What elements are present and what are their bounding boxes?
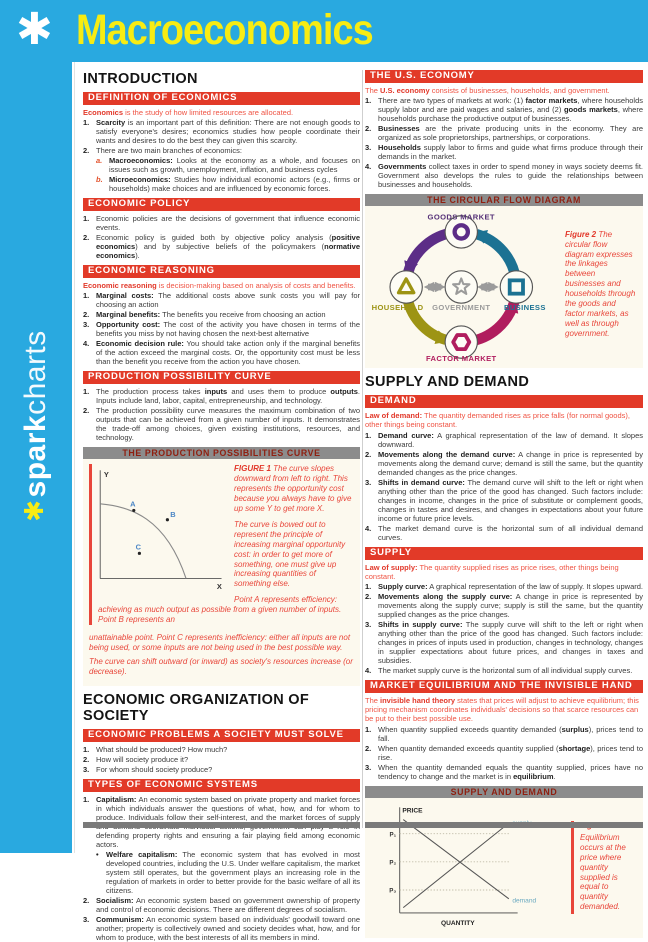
reasoning-lead: Economic reasoning is decision-making based on analysis of costs and benefits. (83, 281, 356, 291)
spark-asterisk-icon: ✱ (16, 5, 53, 54)
redbar-definition-of-economics: DEFINITION OF ECONOMICS (83, 92, 360, 105)
top-banner (0, 0, 648, 62)
list-item: 3. Households supply labor to firms and guide what firms produce through their demands in the market. (365, 143, 643, 162)
list-item: 3. Communism: An economic system based on individuals' goodwill toward one another; property is collectively owned and society decides what, how, and for whom to produce, with the best interests of all its members in mind. (83, 914, 360, 942)
ppc-x-label: X (216, 582, 222, 592)
supply-lead: Law of supply: The quantity supplied rises as price rises, other things being constant. (365, 562, 619, 581)
list-item: 3. Shifts in supply curve: The supply curve will shift to the left or right when anything other than the price of the good has changed. Such factors include: changes in prices of inputs used in production, changes in technology, changes in supplier expectations about future prices, and changes in taxes and subsidies. (365, 620, 643, 666)
equilibrium-list (365, 725, 643, 781)
figure-3-supply-demand (365, 798, 643, 938)
section-supply (365, 547, 643, 675)
list-item: 1. Scarcity is an important part of this definition: There are not enough goods to satisfy everyone's desires; economics studies how people coordinate their wants and desires to do the best they can given this scarcity. (83, 118, 360, 146)
subheader-circular-flow-diagram: THE CIRCULAR FLOW DIAGRAM (365, 194, 643, 206)
redbar-economic-reasoning: ECONOMIC REASONING (83, 265, 360, 278)
list-item: 2. Economic policy is guided both by objective policy analysis (positive economics) and by subjective beliefs of the policymakers (normative economics). (83, 233, 360, 261)
demand-list (365, 431, 643, 542)
section-production-possibility-curve (83, 371, 360, 442)
section-types-of-economic-systems (83, 779, 360, 942)
redbar-types-of-economic-systems: TYPES OF ECONOMIC SYSTEMS (83, 779, 360, 792)
redbar-market-equilibrium: MARKET EQUILIBRIUM AND THE INVISIBLE HAND (365, 680, 643, 693)
subheader-production-possibilities-curve: THE PRODUCTION POSSIBILITIES CURVE (83, 447, 360, 459)
list-item: 3. Shifts in demand curve: The demand curve will shift to the left or right when anything other than the price of the good has changed. Such factors include: changes in income, changes in the price of substitute or complement goods, changes in tastes and desires, and changes in expectations about your future income or future price levels. (365, 477, 643, 523)
spark-asterisk-icon: ✱ (19, 499, 49, 522)
right-column (365, 70, 644, 927)
heading-supply-and-demand: SUPPLY AND DEMAND (365, 374, 530, 391)
footer-bar-left (83, 822, 360, 828)
list-item: 3. When the quantity demanded equals the quantity supplied, prices have no tendency to change and the market is in equilibrium. (365, 762, 643, 781)
sd-x-axis-label: QUANTITY (440, 919, 475, 927)
us-economy-lead: The U.S. economy consists of businesses, households, and government. (365, 86, 610, 95)
list-item: 2. Movements along the supply curve: A change in price is represented by movements along the supply curve; supply is still the same, but the quantity supplied changes as the price changes. (365, 592, 643, 620)
redbar-demand: DEMAND (365, 395, 643, 408)
subheader-supply-and-demand-figure: SUPPLY AND DEMAND (365, 786, 643, 798)
section-economic-problems (83, 729, 360, 774)
sd-p2-label: P₂ (389, 859, 397, 867)
list-item: 2. The production possibility curve measures the maximum combination of two outputs that can be achieved from a given number of inputs. It demonstrates the trade-off among choices, given existing institutions, resources, and technology. (83, 406, 360, 443)
redbar-economic-policy: ECONOMIC POLICY (83, 198, 360, 211)
list-item: 4. Economic decision rule: You should take action only if the marginal benefits of the action exceed the marginal costs. Or, the opportunity cost must be less than the benefit you receive from the action you have chosen. (83, 339, 360, 367)
list-item: 2. Socialism: An economic system based on government ownership of property and control of economic decisions. There are different degrees of socialism. (83, 895, 360, 914)
list-item: 2. There are two main branches of economics: (83, 146, 242, 156)
section-definition-of-economics (83, 92, 360, 193)
list-item: 1. Economic policies are the decisions of government that influence economic events. (83, 214, 360, 233)
redbar-us-economy: THE U.S. ECONOMY (365, 70, 643, 83)
label-household: HOUSEHOLD (371, 303, 424, 313)
redbar-economic-problems: ECONOMIC PROBLEMS A SOCIETY MUST SOLVE (83, 729, 360, 742)
heading-economic-organization: ECONOMIC ORGANIZATION OF SOCIETY (83, 691, 310, 724)
section-demand (365, 395, 643, 541)
figure-1-caption-continued: unattainable point. Point C represents inefficiency: either all inputs are not being used, or some inputs are not being used in the best possible way. The curve can shift outward (or inward) as society's resources increase (or decrease). (89, 633, 353, 676)
problems-list (83, 745, 360, 774)
list-item: 2. Marginal benefits: The benefits you receive from choosing an action (83, 310, 326, 320)
definition-lead: Economics is the study of how limited resources are allocated. (83, 108, 294, 117)
list-item: 2. Movements along the demand curve: A change in price is represented by movements along the demand curve; demand is still the same, but the quantity demanded changes as the price changes. (365, 449, 643, 477)
list-item: 3. Opportunity cost: The cost of the activity you have chosen in terms of the benefits you miss by not having chosen the next-best alternative (83, 320, 360, 339)
circular-flow-diagram (371, 211, 561, 363)
redbar-production-possibility-curve: PRODUCTION POSSIBILITY CURVE (83, 371, 360, 384)
figure-2-circular-flow (365, 206, 643, 368)
list-item: 1. Capitalism: An economic system based on private property and market forces in which individuals answer the questions of what, how, and for whom to produce. Individuals follow their self-interest, and the market forces of supply defending property rights and ensuring a fair playing field among economic actors. (83, 794, 360, 849)
list-item: • Welfare capitalism: The economic system that has evolved in most developed countries, including the U.S. Under welfare capitalism, the market system still operates, but the government plays an increasing role in the regulation of markets in order to better provide for the basic welfare of all its citizens. (96, 849, 360, 895)
ppc-point-a: A (130, 500, 136, 510)
label-business: BUSINESS (503, 303, 546, 313)
systems-list (83, 795, 360, 942)
sparkcharts-logo (19, 330, 53, 522)
list-item: 4. The market supply curve is the horizontal sum of all individual supply curves. (365, 666, 633, 676)
section-us-economy (365, 70, 643, 189)
demand-lead: Law of demand: The quantity demanded rises as price falls (for normal goods), other things being constant. (365, 411, 630, 430)
list-item: 2. When quantity demanded exceeds quantity supplied (shortage), prices tend to rise. (365, 743, 643, 762)
label-government: GOVERNMENT (432, 303, 491, 313)
figure-3-caption: Equilibrium occurs at the price where quantity supplied is equal to quantity demanded. (571, 821, 637, 914)
section-market-equilibrium (365, 680, 643, 781)
equilibrium-lead: The invisible hand theory states that prices will adjust to achieve equilibrium; this pricing mechanism coordinates individuals' decisions so that scarce resources can be put to their best possible use. (365, 696, 639, 724)
logo-charts: charts (19, 330, 52, 415)
content-area (74, 62, 648, 942)
sd-y-axis-label: PRICE (402, 807, 423, 815)
demand-curve (403, 819, 509, 898)
ppc-y-label: Y (103, 470, 109, 480)
figure-1-production-possibilities (83, 459, 360, 685)
logo-spark: spark (19, 414, 52, 498)
list-item: 1. Demand curve: A graphical representation of the law of demand. It slopes downward. (365, 430, 643, 449)
policy-list (83, 214, 360, 260)
list-item: 2. Businesses are the private producing units in the economy. They are organized as sole proprietorships, partnerships, or corporations. (365, 124, 643, 143)
list-item: a. Macroeconomics: Looks at the economy as a whole, and focuses on issues such as growth, unemployment, inflation, and business cycles (96, 156, 360, 175)
list-item: 4. The market demand curve is the horizontal sum of all individual demand curves. (365, 523, 643, 542)
heading-introduction: INTRODUCTION (83, 71, 198, 87)
section-economic-reasoning (83, 265, 360, 366)
sd-p3-label: P₃ (389, 887, 397, 895)
section-economic-policy (83, 198, 360, 260)
list-item: 4. Governments collect taxes in order to spend money in ways society deems fit. Government also develops the rules to guide the relationships between businesses and households. (365, 162, 643, 190)
label-goods-market: GOODS MARKET (427, 212, 495, 222)
list-item: 1. Supply curve: A graphical representation of the law of supply. It slopes upward. (365, 582, 644, 592)
supply-list (365, 582, 643, 675)
list-item: 1. What should be produced? How much? (83, 744, 228, 754)
sd-p1-label: P₁ (389, 830, 397, 838)
list-item: 1. There are two types of markets at work: (1) factor markets, where households supply labor and are paid wages and salaries, and (2) goods markets, where households purchase the productive output of businesses. (365, 96, 643, 124)
list-item: 1. When quantity supplied exceeds quantity demanded (surplus), prices tend to fall. (365, 724, 643, 743)
demand-curve-label: demand (512, 896, 537, 904)
list-item: 3. For whom should society produce? (83, 764, 213, 774)
left-column (83, 70, 361, 942)
figure-2-caption: Figure 2 The circular flow diagram expresses the linkages between businesses and households through the goods and factor markets, as well as through government. (565, 229, 636, 338)
list-item: 2. How will society produce it? (83, 754, 189, 764)
reasoning-list (83, 291, 360, 366)
us-economy-list (365, 96, 643, 189)
supply-curve (403, 823, 509, 907)
definition-list (83, 118, 360, 193)
figure-1-caption: FIGURE 1 The curve slopes downward from left to right. This represents the opportunity cost because you always have to give up some Y to get more X. The curve is bowed out to represent the principle of increasing marginal opportunity cost: in order to get more of something, one must give up increasing quantities of something else. Point A represents efficiency: achieving as much output as possible from a given number of inputs. Point B represents an (89, 464, 354, 625)
list-item: 1. Marginal costs: The additional costs above sunk costs you will pay for choosing an action (83, 291, 361, 310)
ppc-list (83, 387, 360, 442)
list-item: b. Microeconomics: Studies how individual economic actors (e.g., firms or households) make choices and are influenced by economic forces. (96, 175, 360, 194)
footer-bar-right (365, 822, 643, 828)
column-divider (362, 70, 363, 828)
label-factor-market: FACTOR MARKET (425, 354, 497, 364)
brand-sidebar (0, 62, 72, 853)
ppc-point-b: B (170, 510, 176, 520)
page-title: Macroeconomics (76, 6, 373, 54)
redbar-supply: SUPPLY (365, 547, 643, 560)
ppc-graph (89, 464, 229, 596)
ppc-point-c: C (135, 543, 142, 553)
list-item: 1. The production process takes inputs and uses them to produce outputs. Inputs include land, labor, capital, entrepreneurship, and technology. (83, 387, 360, 406)
